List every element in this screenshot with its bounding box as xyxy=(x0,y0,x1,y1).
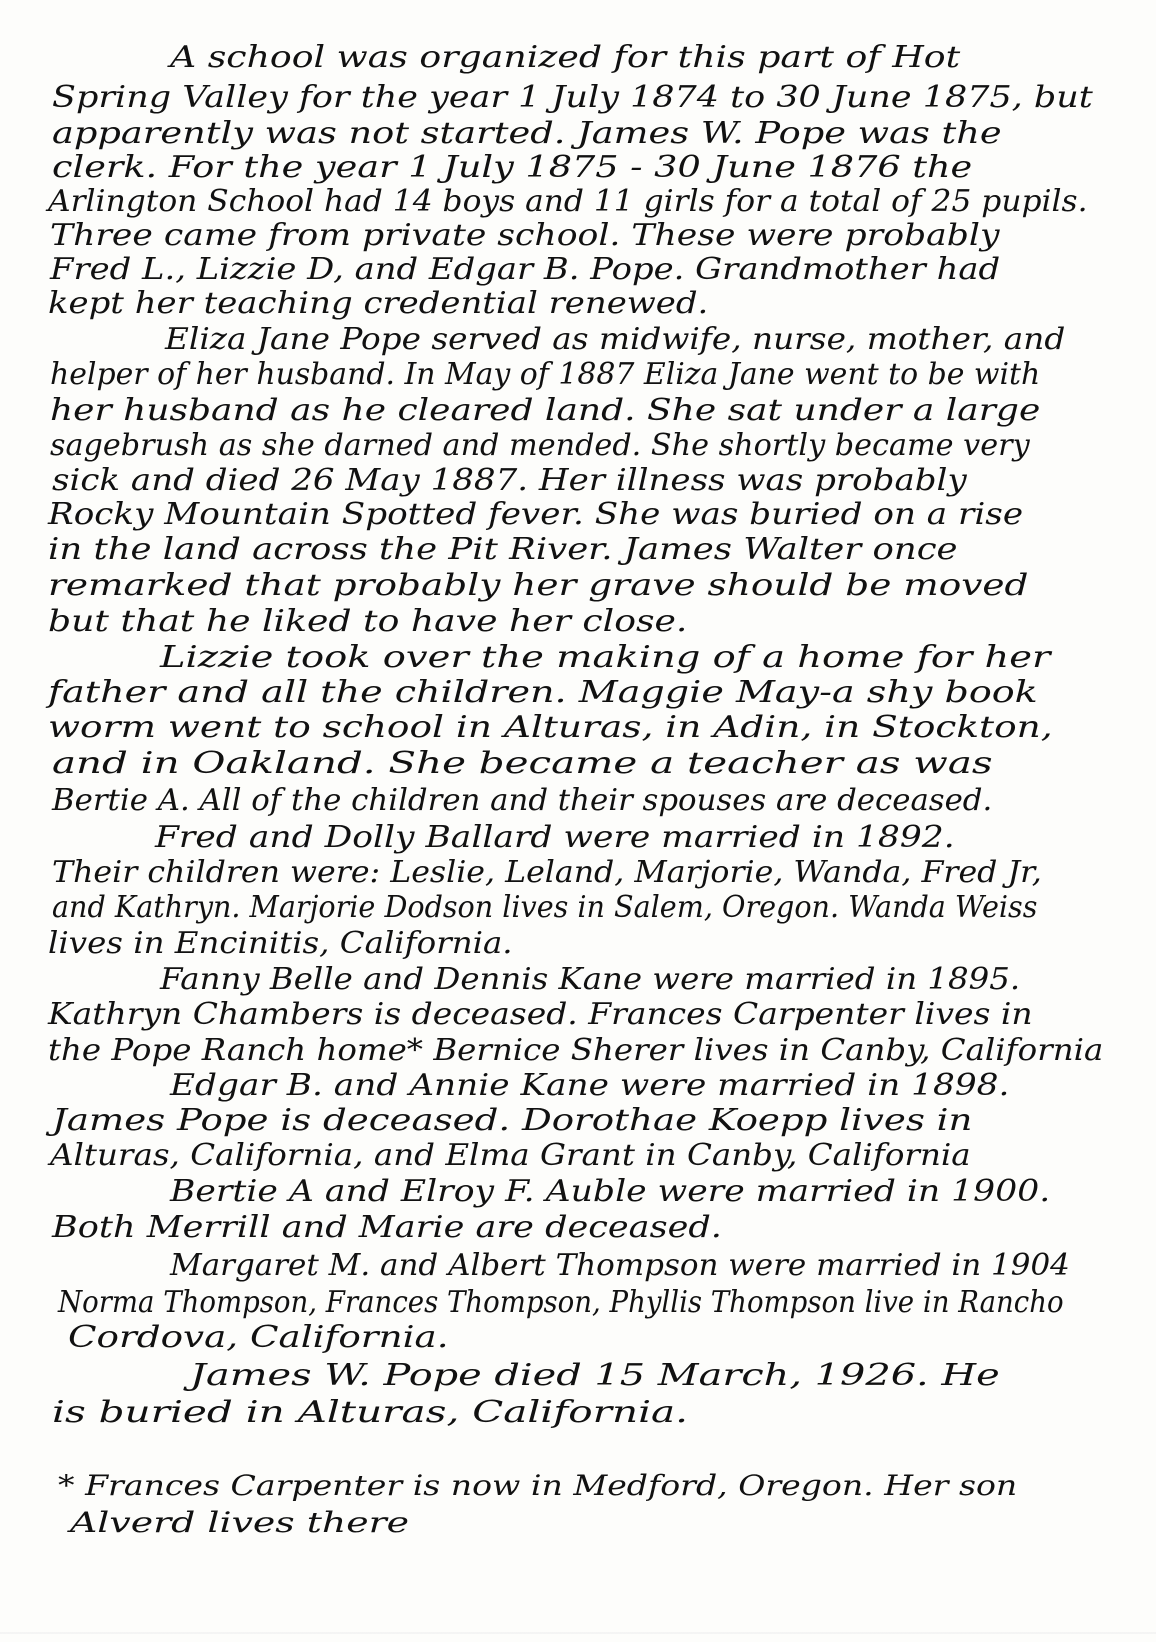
text-line-33: Bertie A and Elroy F. Auble were married in 1900. xyxy=(170,1174,1051,1209)
text-line-9: Eliza Jane Pope served as midwife, nurse, mother, and xyxy=(165,322,1066,357)
text-line-27: Fanny Belle and Dennis Kane were married in 1895. xyxy=(160,962,1021,997)
text-line-3: apparently was not started. James W. Pope was the xyxy=(52,116,1002,151)
text-line-38: James W. Pope died 15 March, 1926. He xyxy=(190,1358,1000,1393)
text-line-24: Their children were: Leslie, Leland, Marjorie, Wanda, Fred Jr, xyxy=(52,855,1042,890)
text-line-39: is buried in Alturas, California. xyxy=(52,1395,689,1430)
text-line-11: her husband as he cleared land. She sat under a large xyxy=(50,393,1041,428)
footnote-line-1: * Frances Carpenter is now in Medford, Oregon. Her son xyxy=(58,1469,1018,1502)
text-line-26: lives in Encinitis, California. xyxy=(48,926,513,961)
footnote-line-2: Alverd lives there xyxy=(70,1506,410,1539)
text-line-10: helper of her husband. In May of 1887 Eliza Jane went to be with xyxy=(50,357,1041,392)
text-line-8: kept her teaching credential renewed. xyxy=(48,286,709,321)
text-line-30: Edgar B. and Annie Kane were married in 1898. xyxy=(170,1068,1010,1103)
text-line-35: Margaret M. and Albert Thompson were married in 1904 xyxy=(170,1248,1070,1283)
text-line-17: but that he liked to have her close. xyxy=(48,604,688,639)
text-line-25: and Kathryn. Marjorie Dodson lives in Salem, Oregon. Wanda Weiss xyxy=(52,890,1038,925)
text-line-15: in the land across the Pit River. James Walter once xyxy=(48,532,958,567)
text-line-22: Bertie A. All of the children and their spouses are deceased. xyxy=(52,783,993,818)
text-line-28: Kathryn Chambers is deceased. Frances Carpenter lives in xyxy=(48,997,1033,1032)
text-line-19: father and all the children. Maggie May-a shy book xyxy=(48,675,1038,710)
text-line-4: clerk. For the year 1 July 1875 - 30 June 1876 the xyxy=(52,150,973,185)
text-line-34: Both Merrill and Marie are deceased. xyxy=(52,1210,722,1245)
text-line-32: Alturas, California, and Elma Grant in Canby, California xyxy=(50,1138,971,1173)
text-line-21: and in Oakland. She became a teacher as was xyxy=(52,746,993,781)
text-line-31: James Pope is deceased. Dorothae Koepp lives in xyxy=(52,1103,973,1138)
text-line-12: sagebrush as she darned and mended. She shortly became very xyxy=(50,428,1030,463)
text-line-20: worm went to school in Alturas, in Adin, in Stockton, xyxy=(48,710,1053,745)
text-line-18: Lizzie took over the making of a home for her xyxy=(160,640,1051,675)
text-line-5: Arlington School had 14 boys and 11 girls for a total of 25 pupils. xyxy=(48,184,1088,219)
text-line-36: Norma Thompson, Frances Thompson, Phyllis Thompson live in Rancho xyxy=(58,1285,1064,1320)
text-line-16: remarked that probably her grave should be moved xyxy=(48,568,1029,603)
text-line-37: Cordova, California. xyxy=(68,1320,449,1355)
text-line-29: the Pope Ranch home* Bernice Sherer lives in Canby, California xyxy=(48,1033,1104,1068)
text-line-13: sick and died 26 May 1887. Her illness was probably xyxy=(52,463,967,498)
text-line-7: Fred L., Lizzie D, and Edgar B. Pope. Grandmother had xyxy=(50,252,1001,287)
text-line-23: Fred and Dolly Ballard were married in 1892. xyxy=(155,820,955,855)
text-line-6: Three came from private school. These were probably xyxy=(50,218,1000,253)
text-line-2: Spring Valley for the year 1 July 1874 to 30 June 1875, but xyxy=(52,80,1093,115)
text-line-14: Rocky Mountain Spotted fever. She was buried on a rise xyxy=(48,497,1024,532)
text-line-1: A school was organized for this part of Hot xyxy=(170,40,961,75)
